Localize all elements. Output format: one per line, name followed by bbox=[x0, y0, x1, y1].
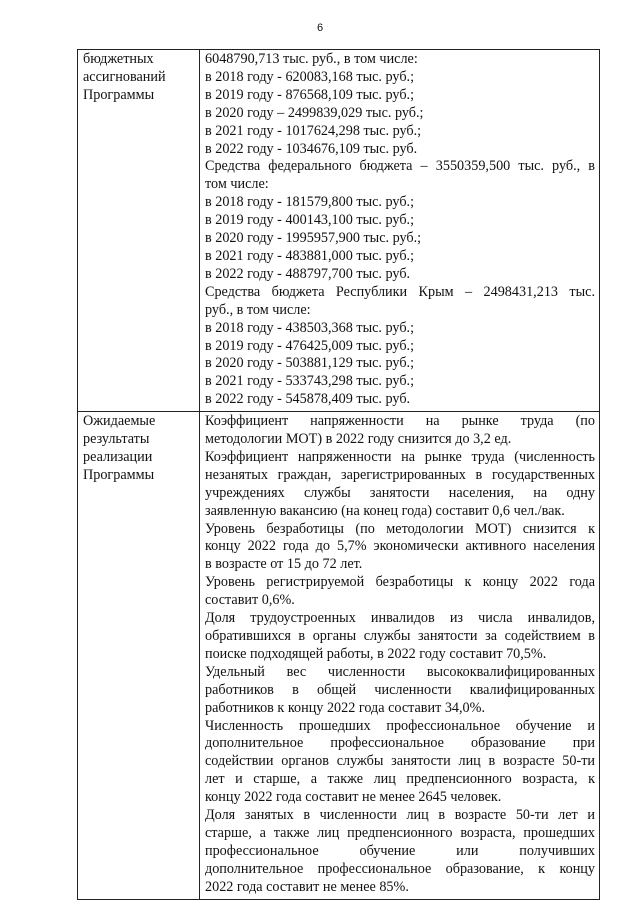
content-line: Доля занятых в численности лиц в возрасте 50-ти лет и bbox=[205, 807, 595, 824]
content-line: Средства бюджета Республики Крым – 2498431,213 тыс. bbox=[205, 283, 595, 300]
content-line: Удельный вес численности высококвалифицированных bbox=[205, 663, 595, 680]
content-line: обратившихся в органы службы занятости за содействием в bbox=[205, 628, 595, 644]
content-paragraph bbox=[205, 194, 595, 212]
content-line: в 2019 году - 400143,100 тыс. руб.; bbox=[205, 212, 415, 229]
content-line: Средства федерального бюджета – 3550359,500 тыс. руб., в bbox=[205, 158, 595, 175]
content-line: в возрасте от 15 до 72 лет. bbox=[205, 556, 363, 573]
content-line: в 2022 году - 488797,700 тыс. руб. bbox=[205, 265, 411, 282]
content-line: методологии МОТ) в 2022 году снизится до 3,2 ед. bbox=[205, 431, 512, 448]
content-paragraph bbox=[205, 373, 595, 391]
content-paragraph bbox=[205, 266, 595, 284]
content-paragraph bbox=[205, 51, 595, 69]
content-line: учреждениях службы занятости населения, на одну bbox=[205, 484, 595, 501]
content-paragraph bbox=[205, 338, 595, 356]
content-line: лет и старше, а также лиц предпенсионного возраста, к bbox=[205, 771, 595, 788]
content-line: содействии органов службы занятости лиц в возрасте 50-ти bbox=[205, 753, 595, 770]
content-paragraph bbox=[205, 105, 595, 123]
content-paragraph bbox=[205, 521, 595, 575]
content-line: заявленную вакансию (на конец года) составит 0,6 чел./вак. bbox=[205, 502, 565, 519]
table-row bbox=[78, 412, 600, 899]
content-line: в 2021 году - 483881,000 тыс. руб.; bbox=[205, 247, 415, 264]
content-line: старше, а также лиц предпенсионного возраста, прошедших bbox=[205, 824, 595, 841]
content-paragraph bbox=[205, 320, 595, 338]
content-line: Коэффициент напряженности на рынке труда (по bbox=[205, 413, 595, 430]
row-label-line: Программы bbox=[83, 86, 155, 103]
content-line: руб., в том числе: bbox=[205, 301, 311, 318]
content-line: Уровень регистрируемой безработицы к концу 2022 года bbox=[205, 574, 595, 591]
content-paragraph bbox=[205, 610, 595, 664]
content-paragraph bbox=[205, 413, 595, 449]
row-label-line: Программы bbox=[83, 466, 155, 483]
content-line: составит 0,6%. bbox=[205, 592, 295, 609]
content-line: том числе: bbox=[205, 176, 269, 193]
content-paragraph bbox=[205, 69, 595, 87]
content-paragraph bbox=[205, 391, 595, 409]
content-line: в 2020 году - 1995957,900 тыс. руб.; bbox=[205, 230, 422, 247]
row-label-line: бюджетных bbox=[83, 51, 154, 67]
content-line: концу 2022 года до 5,7% экономически активного населения bbox=[205, 538, 595, 555]
content-paragraph bbox=[205, 664, 595, 718]
content-paragraph bbox=[205, 574, 595, 610]
content-line: в 2019 году - 476425,009 тыс. руб.; bbox=[205, 337, 415, 354]
content-paragraph bbox=[205, 158, 595, 194]
row-content-cell bbox=[200, 412, 600, 899]
content-line: профессиональное обучение или получивших bbox=[205, 842, 595, 859]
content-line: 2022 года составит не менее 85%. bbox=[205, 878, 409, 895]
row-label-line: ассигнований bbox=[83, 68, 166, 85]
content-line: Уровень безработицы (по методологии МОТ) снизится к bbox=[205, 520, 595, 537]
content-paragraph bbox=[205, 355, 595, 373]
passport-table bbox=[77, 49, 600, 900]
content-line: незанятых граждан, зарегистрированных в государственных bbox=[205, 466, 595, 483]
table-row bbox=[78, 50, 600, 412]
content-paragraph bbox=[205, 248, 595, 266]
content-line: Коэффициент напряженности на рынке труда (численность bbox=[205, 448, 595, 465]
content-paragraph bbox=[205, 284, 595, 320]
table-body bbox=[78, 50, 600, 900]
content-line: в 2019 году - 876568,109 тыс. руб.; bbox=[205, 86, 415, 103]
content-line: Численность прошедших профессиональное обучение и bbox=[205, 717, 595, 734]
content-paragraph bbox=[205, 87, 595, 105]
row-label-line: Ожидаемые bbox=[83, 413, 156, 430]
content-line: концу 2022 года составит не менее 2645 человек. bbox=[205, 789, 502, 806]
row-label-line: результаты bbox=[83, 431, 150, 448]
content-line: в 2022 году - 1034676,109 тыс. руб. bbox=[205, 140, 418, 157]
row-label-line: реализации bbox=[83, 448, 153, 465]
row-label-cell bbox=[78, 412, 200, 899]
content-line: работников к концу 2022 года составит 34,0%. bbox=[205, 699, 486, 716]
content-line: Доля трудоустроенных инвалидов из числа инвалидов, bbox=[205, 610, 595, 627]
content-paragraph bbox=[205, 230, 595, 248]
content-paragraph bbox=[205, 449, 595, 521]
content-paragraph bbox=[205, 123, 595, 141]
content-paragraph bbox=[205, 807, 595, 897]
content-line: в 2020 году - 503881,129 тыс. руб.; bbox=[205, 355, 415, 372]
content-line: в 2018 году - 438503,368 тыс. руб.; bbox=[205, 319, 415, 336]
content-line: дополнительное профессиональное образование при bbox=[205, 735, 595, 752]
page-number: 6 bbox=[316, 22, 324, 34]
content-line: работников в общей численности квалифицированных bbox=[205, 681, 595, 698]
content-line: в 2018 году - 181579,800 тыс. руб.; bbox=[205, 194, 415, 211]
content-line: в 2022 году - 545878,409 тыс. руб. bbox=[205, 391, 411, 408]
content-line: в 2021 году - 533743,298 тыс. руб.; bbox=[205, 373, 415, 390]
row-label-cell bbox=[78, 50, 200, 412]
content-line: 6048790,713 тыс. руб., в том числе: bbox=[205, 51, 418, 67]
row-content-cell bbox=[200, 50, 600, 412]
content-line: в 2021 году - 1017624,298 тыс. руб.; bbox=[205, 122, 422, 139]
content-paragraph bbox=[205, 718, 595, 808]
content-paragraph bbox=[205, 212, 595, 230]
content-line: в 2018 году - 620083,168 тыс. руб.; bbox=[205, 68, 415, 85]
content-line: поиске подходящей работы, в 2022 году составит 70,5%. bbox=[205, 645, 547, 662]
content-line: в 2020 году – 2499839,029 тыс. руб.; bbox=[205, 104, 424, 121]
content-paragraph bbox=[205, 141, 595, 159]
content-line: дополнительное профессиональное образование, к концу bbox=[205, 860, 595, 877]
